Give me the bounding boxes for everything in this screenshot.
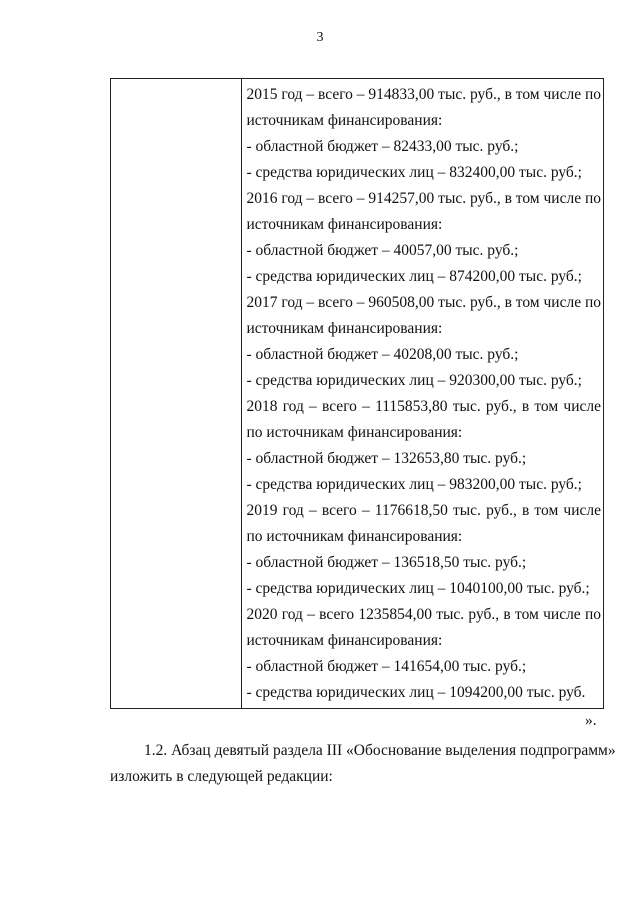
table-line: 2018 год – всего – 1115853,80 тыс. руб., в том числе <box>246 398 601 415</box>
closing-quote: ». <box>585 712 597 729</box>
table-line: по источникам финансирования: <box>246 424 463 441</box>
table-line: 2017 год – всего – 960508,00 тыс. руб., в том числе по <box>246 294 601 311</box>
table-right-cell <box>242 79 603 708</box>
table-line: 2016 год – всего – 914257,00 тыс. руб., в том числе по <box>246 190 601 207</box>
table-line: 2019 год – всего – 1176618,50 тыс. руб., в том числе <box>246 502 601 519</box>
table-line: - областной бюджет – 40208,00 тыс. руб.; <box>246 346 519 363</box>
table-line: - областной бюджет – 136518,50 тыс. руб.; <box>246 554 527 571</box>
table-line: источникам финансирования: <box>246 216 443 233</box>
amendment-paragraph-line-1: 1.2. Абзац девятый раздела III «Обоснование выделения подпрограмм» <box>144 742 616 759</box>
table-line: источникам финансирования: <box>246 112 443 129</box>
table-left-cell <box>111 79 242 708</box>
table-line: - средства юридических лиц – 920300,00 тыс. руб.; <box>246 372 582 389</box>
table-line: 2015 год – всего – 914833,00 тыс. руб., в том числе по <box>246 86 601 103</box>
table-line: - областной бюджет – 40057,00 тыс. руб.; <box>246 242 519 259</box>
funding-table <box>110 78 604 709</box>
table-line: - средства юридических лиц – 1094200,00 тыс. руб. <box>246 684 586 701</box>
table-line: - областной бюджет – 82433,00 тыс. руб.; <box>246 138 519 155</box>
table-line: источникам финансирования: <box>246 320 443 337</box>
table-line: - средства юридических лиц – 983200,00 тыс. руб.; <box>246 476 582 493</box>
amendment-paragraph-line-2: изложить в следующей редакции: <box>110 768 333 785</box>
table-line: - областной бюджет – 141654,00 тыс. руб.; <box>246 658 527 675</box>
table-line: - средства юридических лиц – 874200,00 тыс. руб.; <box>246 268 582 285</box>
table-line: источникам финансирования: <box>246 632 443 649</box>
page-number: 3 <box>316 30 324 45</box>
table-line: - средства юридических лиц – 1040100,00 тыс. руб.; <box>246 580 590 597</box>
table-line: 2020 год – всего 1235854,00 тыс. руб., в том числе по <box>246 606 601 623</box>
table-line: по источникам финансирования: <box>246 528 463 545</box>
table-line: - средства юридических лиц – 832400,00 тыс. руб.; <box>246 164 582 181</box>
table-line: - областной бюджет – 132653,80 тыс. руб.; <box>246 450 527 467</box>
